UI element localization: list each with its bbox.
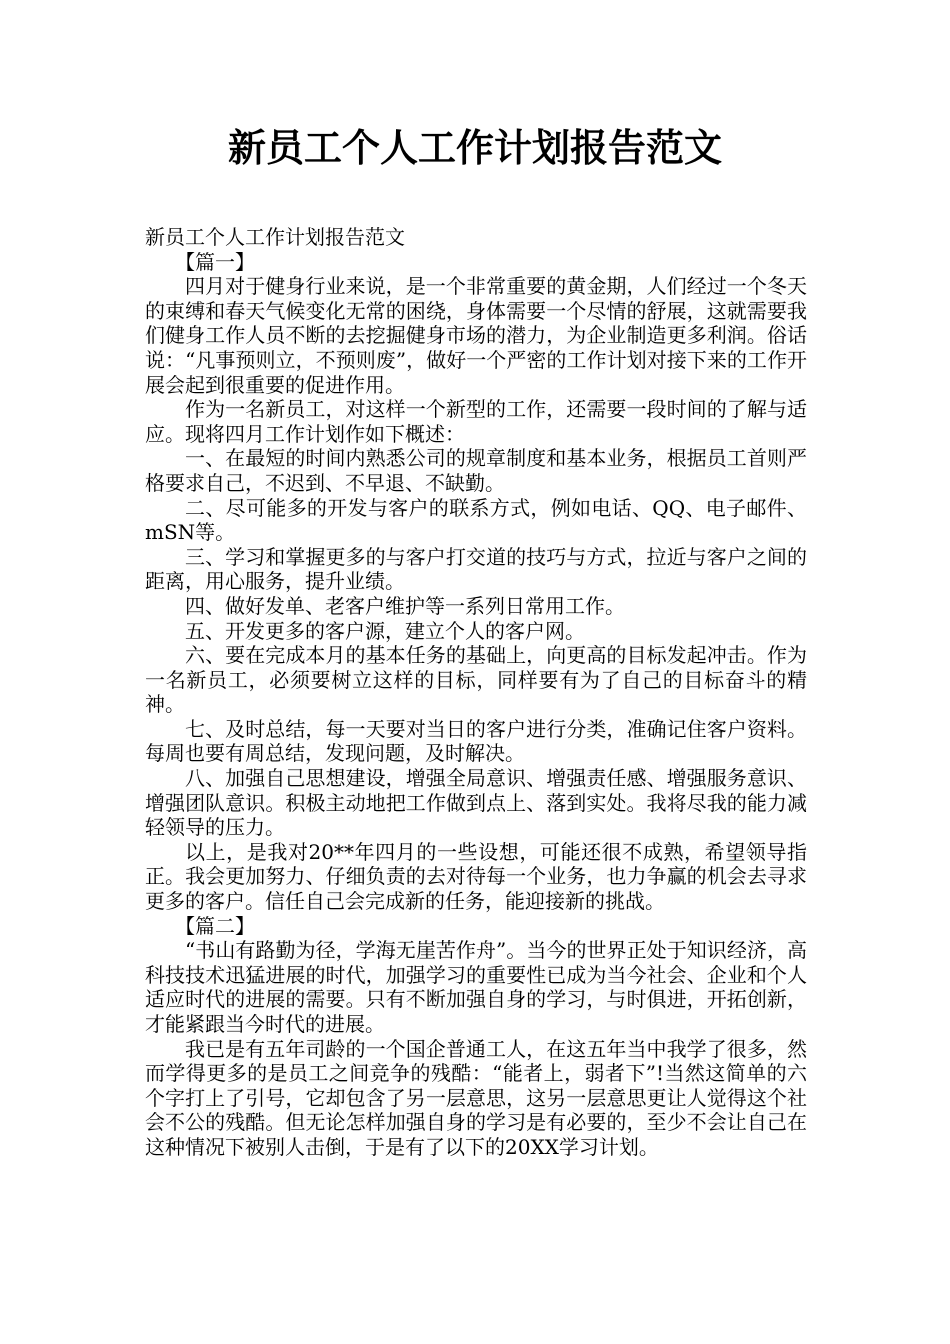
body-paragraph: 二、尽可能多的开发与客户的联系方式，例如电话、QQ、电子邮件、mSN等。 [145,495,807,545]
body-paragraph: 三、学习和掌握更多的与客户打交道的技巧与方式，拉近与客户之间的距离，用心服务，提升业绩。 [145,544,807,594]
body-paragraph: 五、开发更多的客户源，建立个人的客户网。 [185,618,585,643]
body-paragraph: 一、在最短的时间内熟悉公司的规章制度和基本业务，根据员工首则严格要求自己，不迟到、不早退、不缺勤。 [145,446,807,495]
document-title: 新员工个人工作计划报告范文 [227,126,722,170]
body-paragraph: 七、及时总结，每一天要对当日的客户进行分类，准确记住客户资料。每周也要有周总结，发现问题，及时解决。 [145,716,807,766]
section-heading: 【篇二】 [175,913,255,938]
body-paragraph: 以上，是我对20**年四月的一些设想，可能还很不成熟，希望领导指正。我会更加努力、仔细负责的去对待每一个业务，也力争赢的机会去寻求更多的客户。信任自己会完成新的任务，能迎接新的挑战。 [145,839,807,914]
body-paragraph: 作为一名新员工，对这样一个新型的工作，还需要一段时间的了解与适应。现将四月工作计划作如下概述： [145,397,807,446]
body-paragraph: 四、做好发单、老客户维护等一系列日常用工作。 [185,593,625,618]
body-paragraph: 八、加强自己思想建设，增强全局意识、增强责任感、增强服务意识、增强团队意识。积极主动地把工作做到点上、落到实处。我将尽我的能力减轻领导的压力。 [145,766,807,840]
section-heading: 【篇一】 [175,249,255,274]
body-paragraph: 我已是有五年司龄的一个国企普通工人，在这五年当中我学了很多，然而学得更多的是员工之间竞争的残酷：“能者上，弱者下”!当然这简单的六个字打上了引号，它却包含了另一层意思，这另一层意思更让人觉得这个社会不公的残酷。但无论怎样加强自身的学习是有必要的，至少不会让自己在这种情况下被别人击倒，于是有了以下的20XX学习计划。 [145,1036,807,1159]
document-body [145,225,807,1160]
body-paragraph: 四月对于健身行业来说，是一个非常重要的黄金期，人们经过一个冬天的束缚和春天气候变化无常的困绕，身体需要一个尽情的舒展，这就需要我们健身工作人员不断的去挖掘健身市场的潜力，为企业制造更多利润。俗话说：“凡事预则立，不预则废”，做好一个严密的工作计划对接下来的工作开展会起到很重要的促进作用。 [145,274,807,397]
body-paragraph: “书山有路勤为径，学海无崖苦作舟”。当今的世界正处于知识经济，高科技技术迅猛进展的时代，加强学习的重要性已成为当今社会、企业和个人适应时代的进展的需要。只有不断加强自身的学习，与时俱进，开拓创新，才能紧跟当今时代的进展。 [145,938,807,1036]
body-paragraph: 六、要在完成本月的基本任务的基础上，向更高的目标发起冲击。作为一名新员工，必须要树立这样的目标，同样要有为了自己的目标奋斗的精神。 [145,643,807,717]
document-subtitle: 新员工个人工作计划报告范文 [145,225,405,249]
